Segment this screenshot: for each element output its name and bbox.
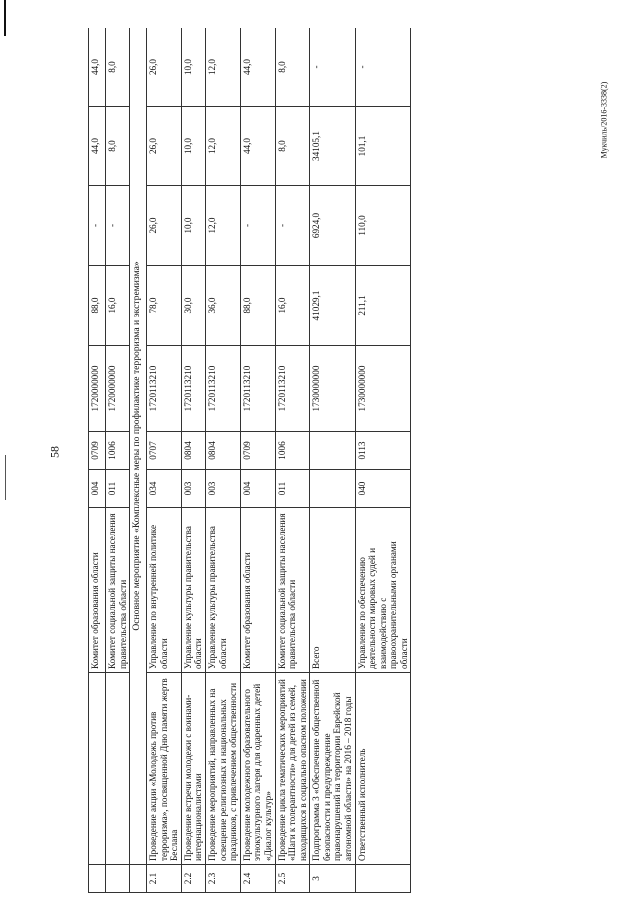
table-row [310,28,355,893]
section-title: Основное мероприятие «Комплексные меры по профилактике терроризма и экстремизма» [130,28,147,865]
cell-2018: 8,0 [106,28,130,107]
cell-grbs: 004 [240,470,275,508]
cell-total: 211,1 [355,266,411,346]
cell-2017: 44,0 [240,107,275,186]
cell-rz: 0804 [181,432,205,470]
cell-total: 30,0 [181,266,205,346]
cell-name: Подпрограмма 3 «Обеспечение общественной безопасности и предупреждение правонарушений на территории Еврейской автономной области» на 2016 – 2018 годы [310,673,355,865]
cell-grbs: 003 [206,470,241,508]
cell-2018: 26,0 [147,28,182,107]
cell-2018: - [310,28,355,107]
cell-2016: - [89,186,106,266]
cell-grbs: 011 [106,470,130,508]
cell-rz: 0709 [89,432,106,470]
cell-num: 2.2 [181,865,205,893]
cell-rz: 0113 [355,432,411,470]
cell-2018: - [355,28,411,107]
budget-table [88,28,411,893]
left-margin-tick [5,455,6,500]
table-row [275,28,310,893]
table-row [147,28,182,893]
table-row [206,28,241,893]
cell-rz: 1006 [275,432,310,470]
table-row [89,28,106,893]
cell-2016: - [240,186,275,266]
left-margin-bar [4,0,6,36]
cell-csr: 1730000000 [355,346,411,432]
document-code: Мукчиль/2016-3338(2) [599,81,609,159]
cell-total: 16,0 [106,266,130,346]
cell-total: 36,0 [206,266,241,346]
cell-grbs: 034 [147,470,182,508]
cell-grbs: 003 [181,470,205,508]
cell-2016: 110,0 [355,186,411,266]
cell-2018: 12,0 [206,28,241,107]
cell-csr: 1720113210 [181,346,205,432]
cell-num [355,865,411,893]
cell-num: 2.1 [147,865,182,893]
cell-rz: 0709 [240,432,275,470]
cell-name: Проведение мероприятий, направленных на освещение религиозных и национальных праздников, с привлечением общественности [206,673,241,865]
cell-2017: 12,0 [206,107,241,186]
cell-csr: 1720113210 [275,346,310,432]
cell-executor: Управление по внутренней политике области [147,508,182,673]
cell-executor: Всего [310,508,355,673]
cell-num: 2.5 [275,865,310,893]
cell-2016: 6924,0 [310,186,355,266]
cell-2017: 8,0 [106,107,130,186]
cell-2017: 26,0 [147,107,182,186]
cell-num: 2.4 [240,865,275,893]
cell-2016: 10,0 [181,186,205,266]
cell-name: Проведение цикла тематических мероприятий «Шаги к толерантности» для детей из семей, находящихся в социально опасном положении [275,673,310,865]
cell-executor: Управление культуры правительства области [181,508,205,673]
table-row [106,28,130,893]
cell-name [106,673,130,865]
cell-total: 16,0 [275,266,310,346]
cell-num [130,865,147,893]
cell-total: 41029,1 [310,266,355,346]
cell-executor: Комитет образования области [89,508,106,673]
section-row [130,28,147,893]
cell-rz [310,432,355,470]
cell-rz: 0707 [147,432,182,470]
cell-name: Проведение молодежного образовательного этнокультурного лагеря для одаренных детей «Диалог культур» [240,673,275,865]
cell-grbs: 004 [89,470,106,508]
table-row [181,28,205,893]
cell-csr: 1720113210 [240,346,275,432]
table-stage [88,28,568,893]
cell-rz: 0804 [206,432,241,470]
cell-2017: 101,1 [355,107,411,186]
cell-grbs [310,470,355,508]
cell-2017: 44,0 [89,107,106,186]
cell-grbs: 040 [355,470,411,508]
cell-2017: 34105,1 [310,107,355,186]
cell-total: 88,0 [89,266,106,346]
cell-2017: 8,0 [275,107,310,186]
cell-total: 78,0 [147,266,182,346]
cell-executor: Комитет образования области [240,508,275,673]
cell-csr: 1720113210 [206,346,241,432]
cell-2016: 26,0 [147,186,182,266]
cell-num: 3 [310,865,355,893]
cell-name: Ответственный исполнитель [355,673,411,865]
cell-total: 88,0 [240,266,275,346]
cell-num [89,865,106,893]
cell-grbs: 011 [275,470,310,508]
cell-csr: 1720000000 [106,346,130,432]
cell-2018: 44,0 [240,28,275,107]
rotated-table-wrapper [88,28,568,893]
cell-executor: Комитет социальной защиты населения правительства области [275,508,310,673]
cell-csr: 1730000000 [310,346,355,432]
cell-2018: 8,0 [275,28,310,107]
cell-name: Проведение акции «Молодежь против терроризма», посвященной Дню памяти жертв Беслана [147,673,182,865]
cell-executor: Управление по обеспечению деятельности мировых судей и взаимодействию с правоохранительными органами области [355,508,411,673]
page-number: 58 [47,446,62,458]
cell-2018: 44,0 [89,28,106,107]
cell-2018: 10,0 [181,28,205,107]
cell-2017: 10,0 [181,107,205,186]
cell-name [89,673,106,865]
cell-2016: - [106,186,130,266]
cell-executor: Управление культуры правительства области [206,508,241,673]
cell-csr: 1720113210 [147,346,182,432]
cell-executor: Комитет социальной защиты населения правительства области [106,508,130,673]
cell-name: Проведение встречи молодежи с воинами-интернационалистами [181,673,205,865]
cell-2016: - [275,186,310,266]
cell-num: 2.3 [206,865,241,893]
cell-2016: 12,0 [206,186,241,266]
table-row [240,28,275,893]
cell-rz: 1006 [106,432,130,470]
cell-num [106,865,130,893]
table-row [355,28,411,893]
cell-csr: 1720000000 [89,346,106,432]
